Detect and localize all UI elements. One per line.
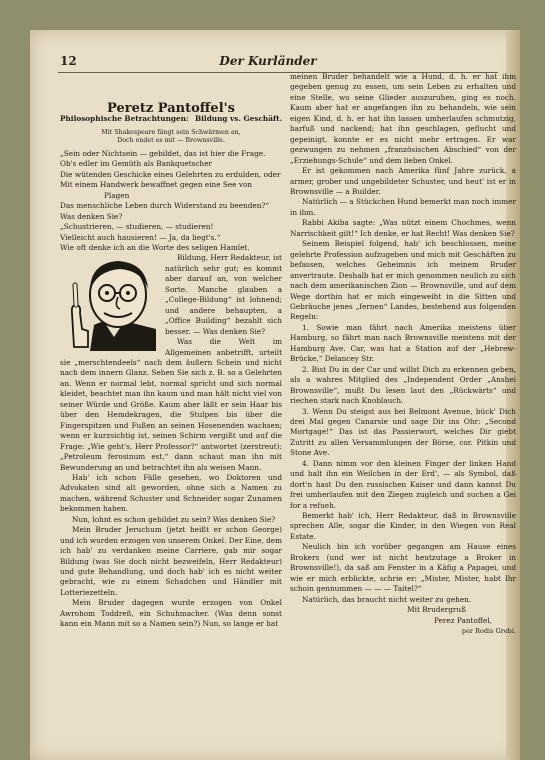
poem-line: „Sein oder Nichtsein — gebildet, das ist hier die Frage. <box>60 148 266 158</box>
running-title: Der Kurländer <box>219 54 317 68</box>
poem-line: Die wütenden Geschicke eines Gelehrten zu erdulden, oder <box>60 169 281 179</box>
paragraph: Er ist gekommen nach Amerika fünf Jahre zurück, a armer, grober und ungebildeter Schuster, und heut' ist er in Brownsville — a Builder. <box>290 166 516 196</box>
poem-line: Vielleicht auch hausieren! — Ja, da liegt's.“ <box>60 232 221 242</box>
paragraph: Hab' ich schon Fälle gesehen, wo Doktoren und Advokaten sind alt geworden, ohne sich a Namen zu machen, während Schuster und Schneider sogar Zunamen bekommen haben. <box>60 472 282 514</box>
page-number: 12 <box>60 54 77 68</box>
book-page <box>30 30 520 760</box>
poem-line: Was denken Sie? <box>60 211 123 221</box>
poem-line: Plagen <box>104 190 130 200</box>
subtitle-right: Bildung vs. Geschäft. <box>194 114 282 124</box>
paragraph: Was die Welt im Allgemeinen anbetrifft, urteilt sie „merschtendeels“ nach dem äußern Schein und nicht nach dem innern Glanz. Sehen Sie sich z. B. so a Gelehrten an. Wenn er normal lebt, normal spricht und sich normal kleidet, beachtet man ihn kaum und man hält nicht viel von seiner Würde und Größe. Kaum aber läßt er sein Haar bis über den Hemdekragen, die Stulpen bis über die Fingerspitzen und Fußen an seinen Hosenenden wachsen; wenn er kurzsichtig ist, seinen Schirm vergißt und auf die Frage: „Wie geht's, Herr Professor?“ antwortet (zerstreut): „Petroleum ferosinum est,“ dann schaut man ihn mit Bewunderung an und betrachtet ihn als weisen Mann. <box>60 337 282 472</box>
paragraph: Mein Bruder Jeruchum (jetzt heißt er schon George) und ich wurden erzogen von unserem Onkel. Der Eine, dem ich hab' zu verdanken meine Carriere, gab mir sogar Bildung (was Sie doch nicht bezweifeln, Herr Redakteur) und gute Behandlung, und doch hab' ich es nicht weiter gebracht, wie zu einem Schadchen und Händler mit Lotteriezetteln. <box>60 525 282 597</box>
paragraph: Wie oft denke ich an die Worte des seligen Hamlet. <box>60 242 250 252</box>
poem-line: Mit einem Handwerk bewaffnet gegen eine See von <box>60 180 253 190</box>
subtitle-left: Philosophische Betrachtungen: <box>60 114 189 124</box>
paragraph: Seinem Beispiel folgend, hab' ich beschlossen, meine gelehrte Profession aufzugeben und mich mit Geschäften zu befassen, welches Geheimnis ich meinem Bruder anvertraute. Deshalb hat er mich genommen neulich zu sich nach dem amerikanischen Zion — Brownsville, und auf dem Wege dorthin hat er mich eingeweiht in die Sitten und Gebräuche jenes „fernen“ Landes, bestehend aus folgenden Regeln: <box>290 239 516 322</box>
epigraph-line: Doch endet es mit — Brownsville. <box>117 136 225 144</box>
article-subtitle <box>60 114 282 124</box>
epigraph <box>60 129 282 145</box>
poem-line: „Schustrieren, — studieren, — studieren! <box>60 222 214 232</box>
signature-by: per Rodis Grebi. <box>461 627 516 636</box>
caricature-man-with-glasses-pointing-icon <box>60 255 160 351</box>
rule-item: 1. Sowie man fährt nach Amerika meistens über Hamburg, so fährt man nach Brownsville meistens mit der Hamburg Ave. Car, was hat a Station auf der „Hebrew-Brücke,“ Delancey Str. <box>290 322 516 364</box>
paragraph: Natürlich, das braucht nicht weiter zu gehen. <box>302 594 472 604</box>
rule-item: 3. Wenn Du steigst aus bei Belmont Avenue, bück' Dich drei Mal gegen Canarsie und sage Dir ins Ohr: „Second Mortgage!“ Das ist das Passierwort, welches Dir giebt Zutritt zu allen Versammlungen der Börse, cor. Pitkin und Stone Ave. <box>290 406 516 458</box>
paragraph: Natürlich — a Stückchen Hund bemerkt man noch immer in ihm. <box>290 197 516 217</box>
paragraph: Bemerkt hab' ich, Herr Redakteur, daß in Brownsville sprechen Alle, sogar die Kinder, in den Wiegen von Real Estate. <box>290 511 516 541</box>
rule-item: 4. Dann nimm vor den kleinen Finger der linken Hand und halt ihn ein Weilchen in der Erd', — als Symbol, daß dort'n hast Du den russischen Kaiser und dann kannst Du frei umherlaufen mit den Ziegen zugleich und suchen a Gei for a refueh. <box>290 458 516 510</box>
right-column <box>290 72 516 636</box>
paragraph: meinen Bruder behandelt wie a Hund, d. h. er hat ihm gegeben genug zu essen, um sein Leben zu erhalten und eine Stelle, wo seine Glieder auszuruhen, ging es noch. Kaum aber hat er angefangen ihn zu behandeln, wie sein eigen Kind, d. h. er hat ihn lassen umherlaufen schmutzig, barfuß und nackend; hat ihn geschlagen, geflucht und gepeinigt, konnte er es nicht mehr ertragen. Er war gezwungen zu nehmen „französischen Abschied“ von der „Erziehungs-Schule“ und dem lieben Onkel. <box>290 72 516 165</box>
signature-name: Perez Pantoffel, <box>434 615 492 625</box>
epigraph-line: Mit Shakespeare fängt sein Schwärmen an, <box>101 128 241 136</box>
paragraph: Mein Bruder dagegen wurde erzogen von Onkel Awrohom Toddreß, ein Schuhmacher. (Was denn sonst kann ein Mann mit so a Namen sein?) Nun, so lange er hat <box>60 598 282 629</box>
paragraph: Rabbi Akiba sagte: „Was nützt einem Chochmes, wenn Narrischkeit gilt!“ Ich denke, er hat Recht! Was denken Sie? <box>290 218 516 238</box>
poem-line: Ob's edler im Gemüth als Bankquetscher <box>60 159 213 169</box>
left-column <box>60 101 282 630</box>
paragraph: Bildung, Herr Redakteur, ist natürlich sehr gut; es kommt aber darauf an, von welcher Sorte. Manche glauben a „College-Bildung“ ist lohnend; und andere behaupten, a „Office Building“ bezahlt sich besser. — Was denken Sie? <box>165 253 282 336</box>
poem-line: Das menschliche Leben durch Widerstand zu beenden?“ <box>60 201 270 211</box>
rule-item: 2. Bist Du in der Car und willst Dich zu erkennen geben, als a wahres Mitglied des „Independent Order „Anshei Brownsville“, mußt Du lesen laut den „Rückwärts“ und riechen stark nach Knoblauch. <box>290 364 516 406</box>
article-title: Peretz Pantoffel's <box>107 101 235 116</box>
paragraph: Nun, lohnt es schon gebildet zu sein? Was denken Sie? <box>72 514 276 524</box>
paragraph: Neulich bin ich vorüber gegangen am Hause eines Brokers (und wer ist nicht heutzutage a Broker in Brownsville!), da saß am Fenster in a Käfig a Papagei, und wie er mich erblickte, schrie er: „Mister, Mister, habt Ihr schoin gennummen — — — Taitel?“ <box>290 542 516 594</box>
signature-greeting: Mit Brudergruß <box>407 605 466 615</box>
